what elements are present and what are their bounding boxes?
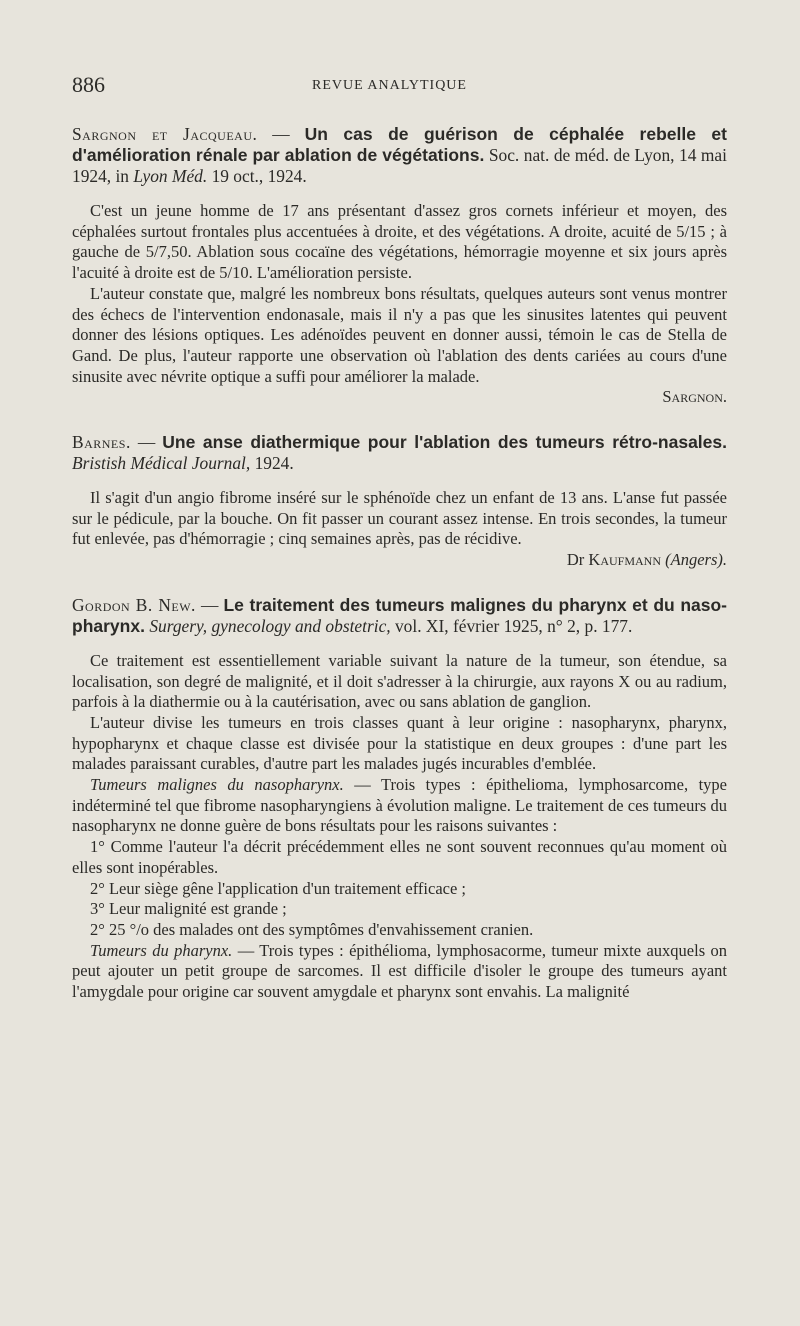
source-prefix: Soc. nat. de méd. de Lyon, 14 mai 1924, in bbox=[72, 145, 727, 186]
article-heading bbox=[72, 432, 727, 474]
page-number: 886 bbox=[72, 72, 105, 97]
article-heading bbox=[72, 595, 727, 637]
journal-name: Lyon Méd. bbox=[133, 166, 208, 186]
article-title: Un cas de guérison de céphalée rebelle et d'amélioration rénale par ablation de végétations. bbox=[72, 124, 727, 165]
signature-name: Kaufmann bbox=[588, 550, 662, 570]
article-gordon-new bbox=[72, 595, 727, 1003]
article-title: Une anse diathermique pour l'ablation des tumeurs rétro-nasales. bbox=[162, 432, 727, 453]
list-item: 1° Comme l'auteur l'a décrit précédemment elles ne sont souvent reconnues qu'au moment où elles sont inopérables. bbox=[72, 837, 727, 877]
article-authors: Barnes. bbox=[72, 432, 131, 453]
paragraph: L'auteur constate que, malgré les nombreux bons résultats, quelques auteurs sont venus montrer des échecs de l'intervention endonasale, mais il n'y a pas que les sinusites latentes qui peuvent donner des lésions optiques. Les adénoïdes peuvent en donner aussi, témoin le cas de Stella de Gand. De plus, l'auteur rapporte une observation où l'ablation des dents cariées au cours d'une sinusite avec névrite optique a suffi pour améliorer la malade. bbox=[72, 283, 727, 386]
subsection-text: — Trois types : épithélioma, lymphosacorme, tumeur mixte auxquels on peut ajouter un petit groupe de sarcomes. Il est difficile d'isoler le groupe des tumeurs ayant l'amygdale pour origine car souvent amygdale et pharynx sont envahis. La malignité bbox=[72, 940, 727, 1002]
paragraph: Ce traitement est essentiellement variable suivant la nature de la tumeur, son étendue, sa localisation, son degré de malignité, et il doit s'adresser à la chirurgie, aux rayons X ou au radium, parfois à la diathermie ou à la cautérisation, avec ou sans ablation de ganglion. bbox=[72, 650, 727, 712]
signature: Sargnon. bbox=[662, 387, 727, 407]
heading-dash: — bbox=[257, 124, 305, 144]
list-item: 2° 25 °/o des malades ont des symptômes d'envahissement cranien. bbox=[90, 919, 534, 939]
heading-dash: — bbox=[195, 594, 224, 615]
journal-name: Bristish Médical Journal, bbox=[72, 453, 251, 474]
signature-place: (Angers). bbox=[665, 550, 727, 570]
source-suffix: 19 oct., 1924. bbox=[207, 166, 307, 186]
journal-name: Surgery, gynecology and obstetric, bbox=[149, 615, 391, 636]
subsection-label: Tumeurs malignes du nasopharynx. bbox=[90, 775, 344, 795]
subsection-paragraph bbox=[72, 941, 727, 1003]
article-authors: Sargnon et Jacqueau. bbox=[72, 124, 258, 144]
subsection-paragraph bbox=[72, 775, 727, 837]
article-barnes bbox=[72, 432, 727, 571]
list-item: 3° Leur malignité est grande ; bbox=[90, 899, 287, 919]
paragraph: C'est un jeune homme de 17 ans présentant d'assez gros cornets inférieur et moyen, des céphalées surtout frontales plus accentuées à droite, et des végétations. A droite, acuité de 5/15 ; à gauche de 5/7,50. Ablation sous cocaïne des végétations, hémorragie moyenne et six jours après l'acuité à droite est de 5/10. L'amélioration persiste. bbox=[72, 201, 727, 283]
running-title: REVUE ANALYTIQUE bbox=[312, 78, 467, 93]
list-item: 2° Leur siège gêne l'application d'un traitement efficace ; bbox=[90, 878, 466, 898]
paragraph: Il s'agit d'un angio fibrome inséré sur le sphénoïde chez un enfant de 13 ans. L'anse fut passée sur le pédicule, par la bouche. On fit passer un courant assez intense. En trois secondes, la tumeur fut enlevée, pas d'hémorragie ; cinq semaines après, pas de récidive. bbox=[72, 488, 727, 549]
article-sargnon bbox=[72, 124, 727, 408]
heading-dash: — bbox=[130, 432, 163, 453]
paragraph: L'auteur divise les tumeurs en trois classes quant à leur origine : nasopharynx, pharynx, hypopharynx et chaque classe est divisée pour la statistique en deux groupes : d'une part les malades paraissant curables, d'autre part les malades jugés incurables d'emblée. bbox=[72, 712, 727, 774]
subsection-text: — Trois types : épithelioma, lymphosarcome, type indéterminé tel que fibrome nasopharyngiens à évolution maligne. Le traitement de ces tumeurs du nasopharynx ne donne guère de bons résultats pour les raisons suivantes : bbox=[72, 775, 727, 836]
page-header bbox=[72, 72, 727, 102]
article-title: Le traitement des tumeurs malignes du pharynx et du naso-pharynx. bbox=[72, 594, 727, 636]
article-authors: Gordon B. New. bbox=[72, 594, 196, 615]
subsection-label: Tumeurs du pharynx. bbox=[90, 940, 233, 960]
source-suffix: 1924. bbox=[250, 453, 294, 474]
signature bbox=[72, 550, 727, 571]
source-suffix: vol. XI, février 1925, n° 2, p. 177. bbox=[390, 615, 633, 636]
page-body bbox=[72, 124, 727, 1027]
signature-title: Dr bbox=[566, 550, 589, 570]
article-heading bbox=[72, 124, 727, 187]
